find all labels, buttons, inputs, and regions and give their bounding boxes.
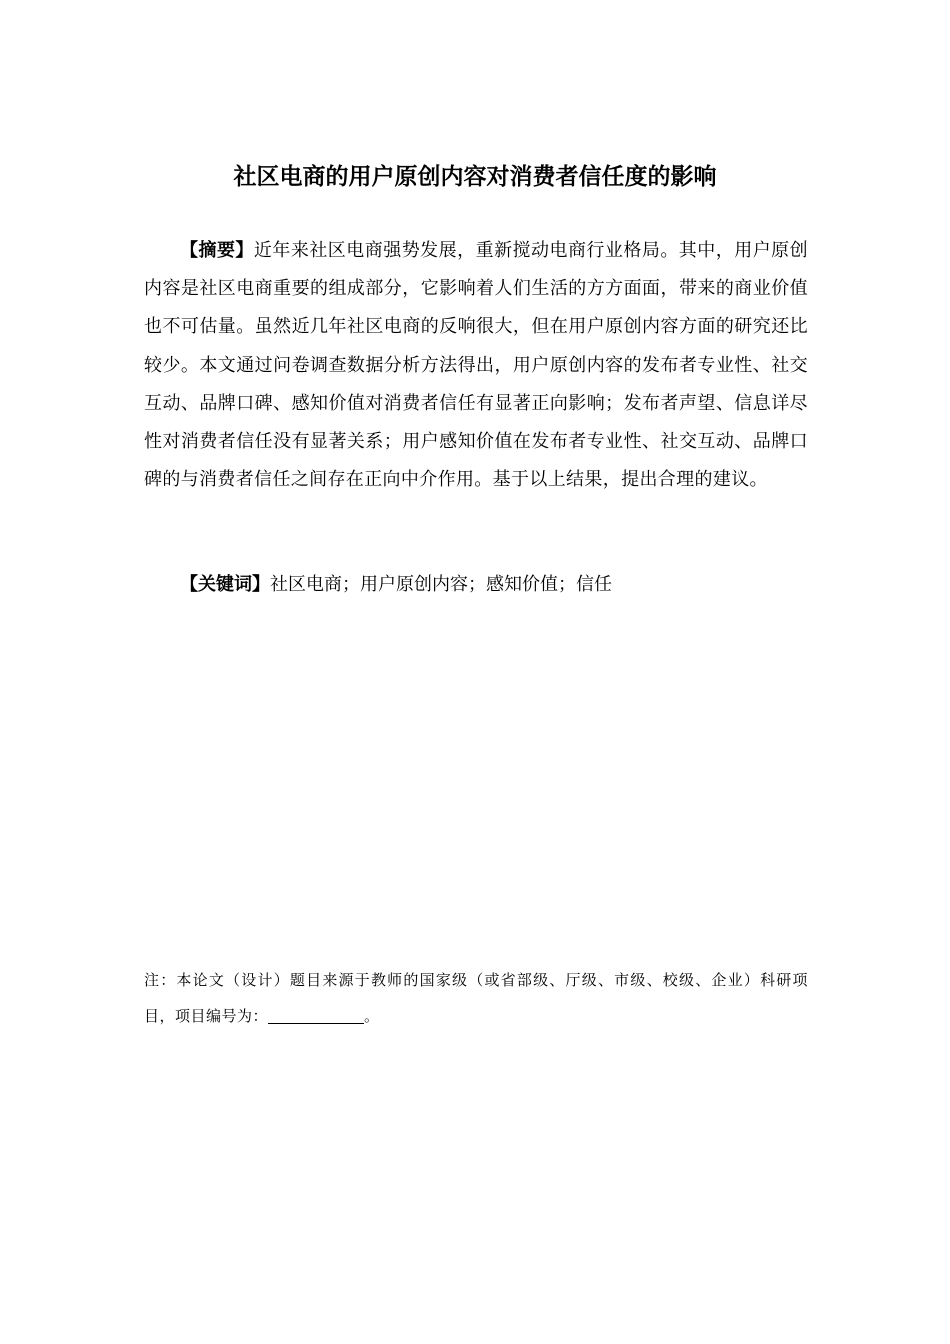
source-note xyxy=(144,962,808,1034)
project-number-blank xyxy=(268,1007,364,1024)
abstract-label: 【摘要】 xyxy=(180,240,254,261)
keywords-paragraph xyxy=(144,566,808,604)
source-note-text: 注：本论文（设计）题目来源于教师的国家级（或省部级、厅级、市级、校级、企业）科研项目，项目编号为： xyxy=(144,971,808,1025)
abstract-paragraph xyxy=(144,232,808,499)
keywords-text: 社区电商；用户原创内容；感知价值；信任 xyxy=(270,574,612,595)
keywords-label: 【关键词】 xyxy=(180,574,270,595)
abstract-text: 近年来社区电商强势发展，重新搅动电商行业格局。其中，用户原创内容是社区电商重要的组成部分，它影响着人们生活的方方面面，带来的商业价值也不可估量。虽然近几年社区电商的反响很大，但在用户原创内容方面的研究还比较少。本文通过问卷调查数据分析方法得出，用户原创内容的发布者专业性、社交互动、品牌口碑、感知价值对消费者信任有显著正向影响；发布者声望、信息详尽性对消费者信任没有显著关系；用户感知价值在发布者专业性、社交互动、品牌口碑的与消费者信任之间存在正向中介作用。基于以上结果，提出合理的建议。 xyxy=(144,240,809,491)
source-note-end: 。 xyxy=(364,1007,380,1025)
paper-title: 社区电商的用户原创内容对消费者信任度的影响 xyxy=(233,164,717,190)
